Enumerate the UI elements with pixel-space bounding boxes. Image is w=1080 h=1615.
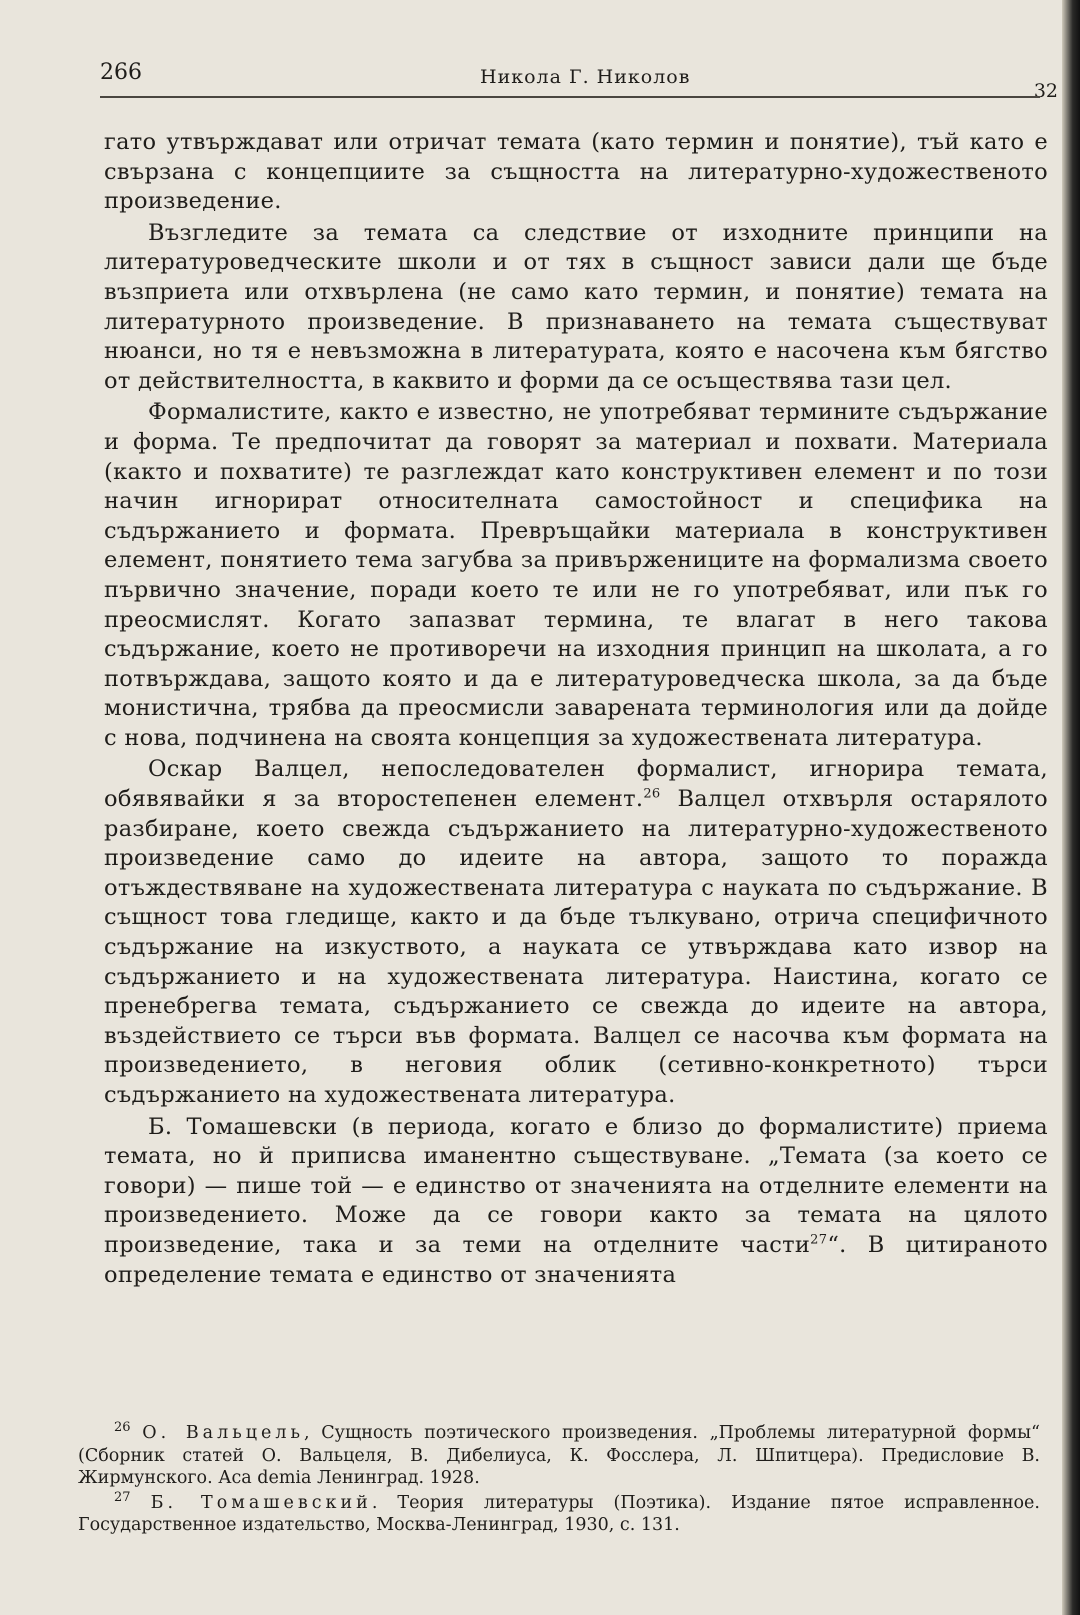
- paragraph-3: Формалистите, както е известно, не употребяват термините съдържание и форма. Те предпочитат да говорят за материал и похвати. Материала (както и похватите) те разглеждат като конструктивен елемент и по този начин игнорират относителната самостойност и специфика на съдържанието и формата. Превръщайки материала в конструктивен елемент, понятието тема загубва за привържениците на формализма своето първично значение, поради което те или не го употребяват, или пък го преосмислят. Когато запазват термина, те влагат в него такова съдържание, което не противоречи на изходния принцип на школата, а го потвърждава, защото която и да е литературоведческа школа, за да бъде монистична, трябва да преосмисли заварената терминология или да дойде с нова, подчинена на своята концепция за художествената литература.: [104, 399, 1048, 751]
- footnote-number: 27: [114, 1489, 131, 1505]
- paragraph-5: [104, 1113, 1048, 1291]
- footnote-ref-27: 27: [810, 1232, 828, 1248]
- page-number: 266: [100, 60, 142, 85]
- header-rule: [100, 96, 1040, 98]
- footnote-text: . Теория литературы (Поэтика). Издание пятое исправленное. Государственное издательство, Москва-Ленинград, 1930, с. 131.: [78, 1492, 1040, 1535]
- paragraph-1: гато утвърждават или отричат темата (като термин и понятие), тъй като е свързана с концепциите за същността на литературно-художественото произведение.: [104, 129, 1048, 215]
- footnote-author: О. Вальцель: [142, 1423, 305, 1443]
- paragraph-4-rest: Валцел отхвърля остарялото разбиране, което свежда съдържанието на литературно-художественото произведение само до идеите на автора, защото то поражда отъждествяване на художествената литература с науката по съдържание. В същност това гледище, както и да бъде тълкувано, отрича специфичното съдържание на изкуството, а науката се утвърждава като извор на съдържанието и на художествената литература. Наистина, когато се пренебрегва темата, съдържанието се свежда до идеите на автора, въздействието се търси във формата. Валцел се насочва към формата на произведението, в неговия облик (сетивно-конкретното) търси съдържанието на художествената литература.: [104, 786, 1048, 1108]
- body-text: [104, 128, 1048, 1292]
- paragraph-2: Възгледите за темата са следствие от изходните принципи на литературоведческите школи и от тях в същност зависи дали ще бъде възприета или отхвърлена (не само като термин, и понятие) темата на литературното произведение. В признаването на темата съществуват нюанси, но тя е невъзможна в литературата, която е насочена към бягство от действителността, в каквито и форми да се осъществява тази цел.: [104, 219, 1048, 394]
- paragraph-4: [104, 755, 1048, 1110]
- footnote-number: 26: [114, 1420, 131, 1436]
- paragraph-4-start: Оскар Валцел, непоследователен формалист, игнорира темата, обявявайки я за второстепенен елемент.: [104, 756, 1048, 813]
- paragraph-5-rest: “. В цитираното определение темата е единство от значенията: [104, 1231, 1048, 1288]
- paragraph-5-start: Б. Томашевски (в периода, когато е близо до формалистите) приема темата, но й приписва иманентно съществуване. „Темата (за което се говори) — пише той — е единство от значенията на отделните елементи на произведението. Може да се говори както за темата на цялото произведение, така и за теми на отделните части: [104, 1113, 1048, 1258]
- footnotes: [78, 1422, 1040, 1539]
- footnote-ref-26: 26: [643, 786, 661, 802]
- footnote-author: Б. Томашевский: [150, 1492, 372, 1513]
- footnote-27: [78, 1489, 1040, 1537]
- running-title: Никола Г. Николов: [480, 66, 691, 88]
- corner-mark: 32: [1033, 80, 1058, 102]
- footnote-26: [78, 1422, 1040, 1490]
- book-spine-edge: [1062, 0, 1080, 1615]
- footnote-text: , Сущность поэтического произведения. „Проблемы литературной формы“ (Сборник статей О. Вальцеля, В. Дибелиуса, К. Фосслера, Л. Шпитцера). Предисловие В. Жирмунского. Аса demia Ленинград. 1928.: [78, 1423, 1040, 1488]
